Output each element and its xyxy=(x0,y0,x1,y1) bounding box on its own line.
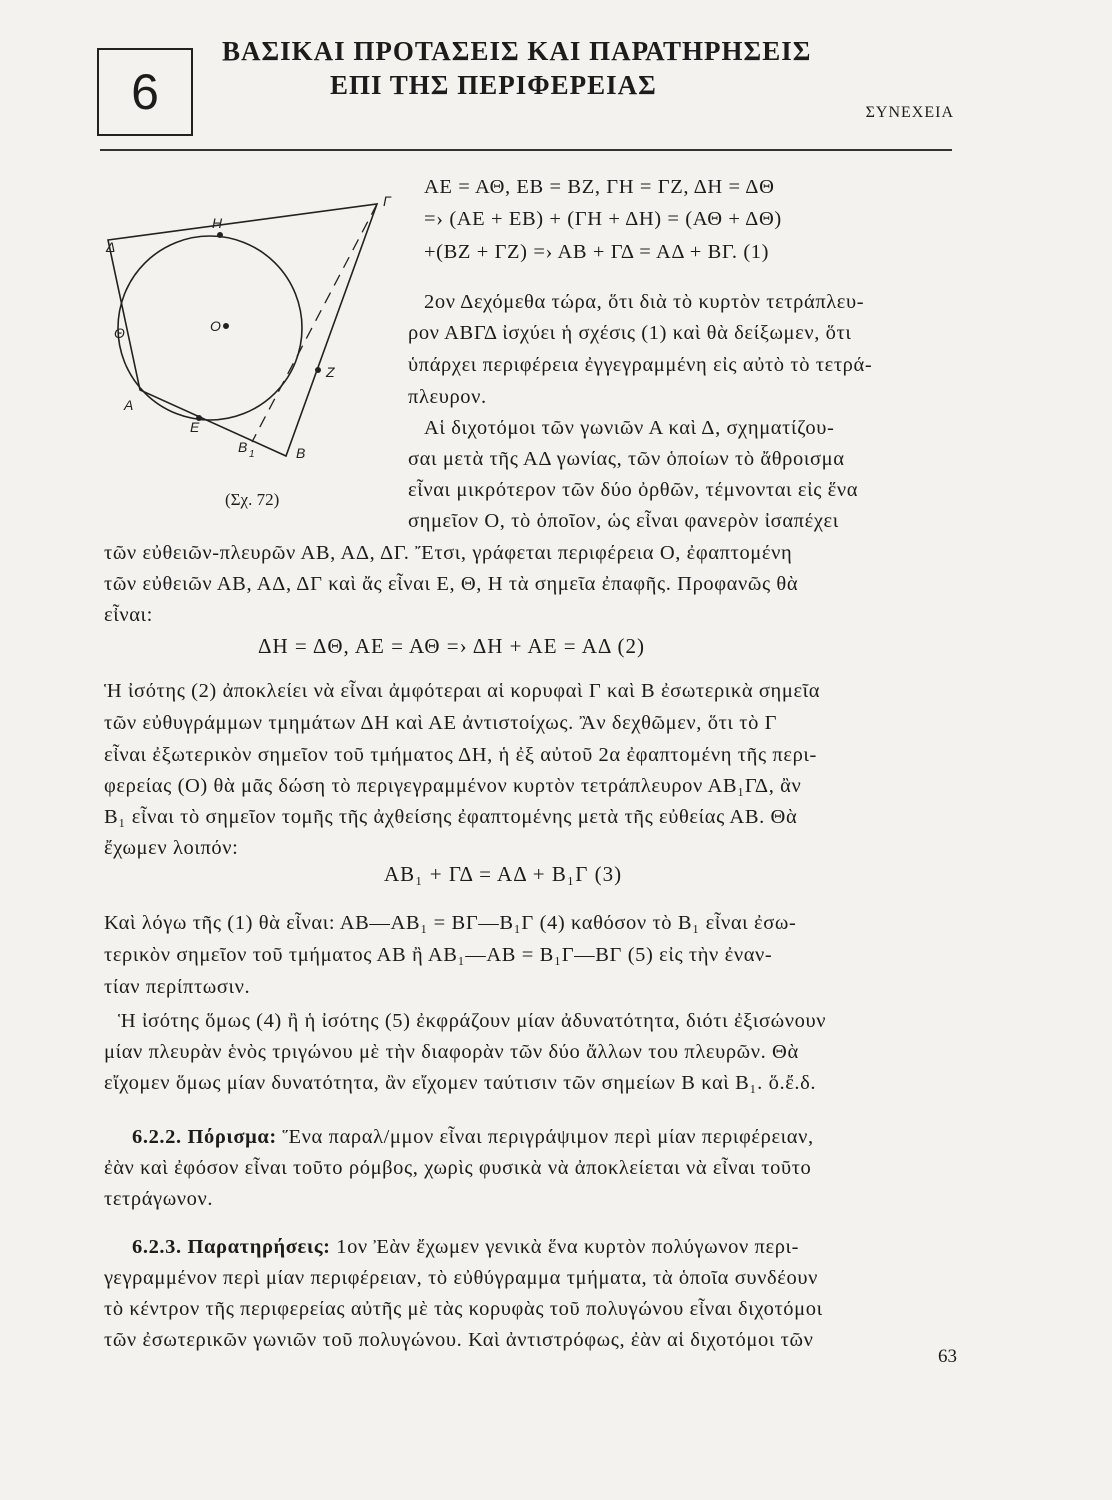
text-line: Ἡ ἰσότης (2) ἀποκλείει νὰ εἶναι ἀμφότεραι αἱ κορυφαὶ Γ καὶ Β ἐσωτερικὰ σημεῖα xyxy=(104,680,821,702)
label-g: Γ xyxy=(383,193,391,209)
porisma-text: Ἕνα παραλ/μμον εἶναι περιγράψιμον περὶ μίαν περιφέρειαν, xyxy=(282,1126,814,1148)
porisma-heading: 6.2.2. Πόρισμα: xyxy=(132,1126,277,1148)
text-line: Β₁ εἶναι τὸ σημεῖον τομῆς τῆς ἀχθείσης ἐφαπτομένης μετὰ τῆς εὐθείας ΑΒ. Θὰ xyxy=(104,806,798,828)
text-line: εἴχομεν ὅμως μίαν δυνατότητα, ἂν εἴχομεν ταύτισιν τῶν σημείων Β καὶ Β₁. ὅ.ἔ.δ. xyxy=(104,1072,817,1094)
text-line: Αἱ διχοτόμοι τῶν γωνιῶν Α καὶ Δ, σχηματίζου- xyxy=(424,417,835,439)
label-o: O xyxy=(210,318,221,334)
label-d: Δ xyxy=(106,239,116,255)
text-line: τετράγωνον. xyxy=(104,1188,214,1210)
header-divider xyxy=(100,149,952,151)
porisma-line xyxy=(132,1126,814,1149)
text-line: ἐὰν καὶ ἐφόσον εἶναι τοῦτο ρόμβος, χωρὶς φυσικὰ νὰ ἀποκλείεται νὰ εἶναι τοῦτο xyxy=(104,1157,812,1179)
label-h: Η xyxy=(212,215,223,231)
text-line: 2ον Δεχόμεθα τώρα, ὅτι διὰ τὸ κυρτὸν τετράπλευ- xyxy=(424,291,865,313)
text-line: τερικὸν σημεῖον τοῦ τμήματος ΑΒ ἢ ΑΒ₁—ΑΒ = Β₁Γ—ΒΓ (5) εἰς τὴν ἐναν- xyxy=(104,944,773,966)
text-line: σημεῖον Ο, τὸ ὁποῖον, ὡς εἶναι φανερὸν ἰσαπέχει xyxy=(408,510,839,532)
text-line: +(ΒΖ + ΓΖ) =› ΑΒ + ΓΔ = ΑΔ + ΒΓ. (1) xyxy=(424,241,770,263)
text-line: Καὶ λόγω τῆς (1) θὰ εἶναι: ΑΒ—ΑΒ₁ = ΒΓ—Β₁Γ (4) καθόσον τὸ Β₁ εἶναι ἐσω- xyxy=(104,912,797,934)
text-line: τίαν περίπτωσιν. xyxy=(104,976,251,998)
label-b1-sub: 1 xyxy=(249,449,255,460)
label-b1: B xyxy=(238,439,248,455)
text-line: =› (ΑΕ + ΕΒ) + (ΓΗ + ΔΗ) = (ΑΘ + ΔΘ) xyxy=(424,208,782,230)
text-line: ἔχωμεν λοιπόν: xyxy=(104,837,239,859)
figure-caption: (Σχ. 72) xyxy=(225,490,280,509)
label-z: Z xyxy=(326,364,335,380)
chapter-number-box xyxy=(97,48,193,136)
label-e: E xyxy=(190,419,200,435)
text-line: εἶναι: xyxy=(104,604,153,626)
text-line: πλευρον. xyxy=(408,386,487,408)
text-line: Ἡ ἰσότης ὅμως (4) ἢ ἡ ἰσότης (5) ἐκφράζουν μίαν ἀδυνατότητα, διότι ἐξισώνουν xyxy=(118,1010,827,1032)
label-b: B xyxy=(296,445,306,461)
tangent-b1g-dashed xyxy=(252,204,377,442)
text-line: τῶν εὐθειῶν ΑΒ, ΑΔ, ΔΓ καὶ ἄς εἶναι Ε, Θ, Η τὰ σημεῖα ἐπαφῆς. Προφανῶς θὰ xyxy=(104,573,799,595)
text-line: τῶν ἐσωτερικῶν γωνιῶν τοῦ πολυγώνου. Καὶ ἀντιστρόφως, ἐὰν αἱ διχοτόμοι τῶν xyxy=(104,1329,814,1351)
point-h xyxy=(217,232,223,238)
chapter-title-line2: ΕΠΙ ΤΗΣ ΠΕΡΙΦΕΡΕΙΑΣ xyxy=(330,70,657,100)
chapter-title-line1: ΒΑΣΙΚΑΙ ΠΡΟΤΑΣΕΙΣ ΚΑΙ ΠΑΡΑΤΗΡΗΣΕΙΣ xyxy=(222,36,812,66)
page-number: 63 xyxy=(938,1346,957,1367)
chapter-number: 6 xyxy=(131,64,159,120)
text-line: ὑπάρχει περιφέρεια ἐγγεγραμμένη εἰς αὐτὸ τὸ τετρά- xyxy=(408,354,873,376)
text-line: φερείας (Ο) θὰ μᾶς δώση τὸ περιγεγραμμένον κυρτὸν τετράπλευρον ΑΒ₁ΓΔ, ἂν xyxy=(104,775,802,797)
text-line: γεγραμμένον περὶ μίαν περιφέρειαν, τὸ εὐθύγραμμα τμήματα, τὰ ὁποῖα συνδέουν xyxy=(104,1267,818,1289)
paratiriseis-line xyxy=(132,1236,799,1259)
point-o xyxy=(223,323,229,329)
paratiriseis-heading: 6.2.3. Παρατηρήσεις: xyxy=(132,1236,331,1258)
text-line: τῶν εὐθυγράμμων τμημάτων ΔΗ καὶ ΑΕ ἀντιστοίχως. Ἂν δεχθῶμεν, ὅτι τὸ Γ xyxy=(104,712,778,734)
label-th: Θ xyxy=(114,325,125,341)
equation-2: ΔΗ = ΔΘ, ΑΕ = ΑΘ =› ΔΗ + ΑΕ = ΑΔ (2) xyxy=(258,634,645,658)
text-line: εἶναι μικρότερον τῶν δύο ὀρθῶν, τέμνονται εἰς ἕνα xyxy=(408,479,859,501)
text-line: τῶν εὐθειῶν-πλευρῶν ΑΒ, ΑΔ, ΔΓ. Ἔτσι, γράφεται περιφέρεια Ο, ἐφαπτομένη xyxy=(104,542,793,564)
point-z xyxy=(315,367,321,373)
text-line: εἶναι ἐξωτερικὸν σημεῖον τοῦ τμήματος ΔΗ, ἡ ἐξ αὐτοῦ 2α ἐφαπτομένη τῆς περι- xyxy=(104,744,817,766)
text-line: ΑΕ = ΑΘ, ΕΒ = ΒΖ, ΓΗ = ΓΖ, ΔΗ = ΔΘ xyxy=(424,176,775,198)
label-a: A xyxy=(124,397,134,413)
figure-quadrilateral xyxy=(100,176,400,476)
text-line: σαι μετὰ τῆς ΑΔ γωνίας, τῶν ὁποίων τὸ ἄθροισμα xyxy=(408,448,845,470)
chapter-subtitle: ΣΥΝΕΧΕΙΑ xyxy=(865,104,954,121)
paratiriseis-text: 1ον Ἐὰν ἔχωμεν γενικὰ ἕνα κυρτὸν πολύγωνον περι- xyxy=(336,1236,800,1258)
text-line: τὸ κέντρον τῆς περιφερείας αὐτῆς μὲ τὰς κορυφὰς τοῦ πολυγώνου εἶναι διχοτόμοι xyxy=(104,1298,823,1320)
equation-3: ΑΒ₁ + ΓΔ = ΑΔ + Β₁Γ (3) xyxy=(384,862,623,886)
text-line: μίαν πλευρὰν ἑνὸς τριγώνου μὲ τὴν διαφορὰν τῶν δύο ἄλλων του πλευρῶν. Θὰ xyxy=(104,1041,799,1063)
text-line: ρον ΑΒΓΔ ἰσχύει ἡ σχέσις (1) καὶ θὰ δείξωμεν, ὅτι xyxy=(408,322,852,344)
